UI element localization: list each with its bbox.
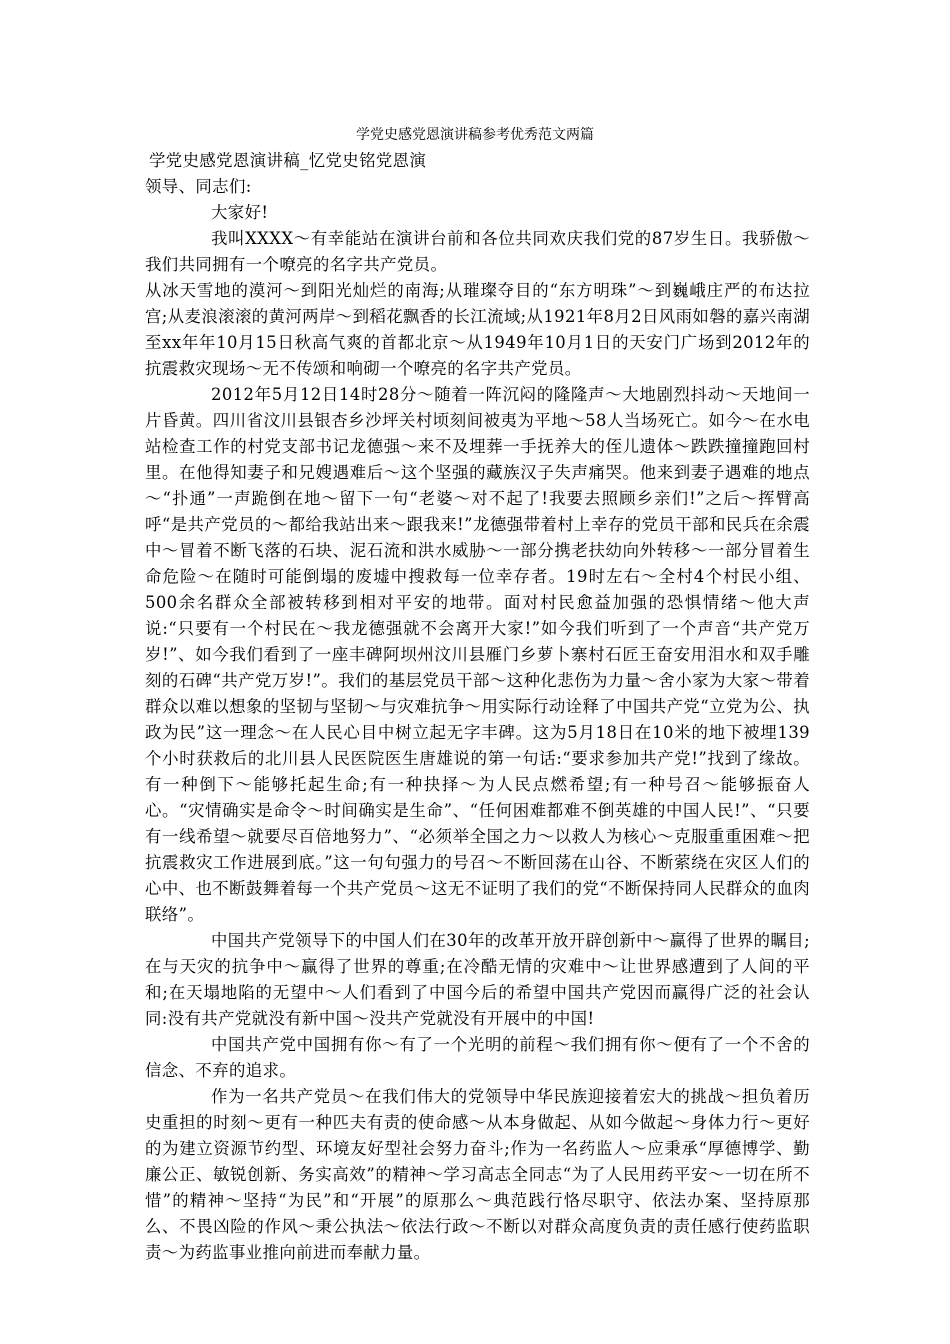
salutation: 领导、同志们: — [145, 177, 252, 196]
paragraph-name-everywhere: 从冰天雪地的漠河～到阳光灿烂的南海;从璀璨夺目的“东方明珠”～到巍峨庄严的布达拉宫;从麦浪滚滚的黄河两岸～到稻花飘香的长江流域;从1921年8月2日风雨如磐的嘉兴南湖至xx年年10月15日秋高气爽的首都北京～从1949年10月1日的天安门广场到2012年的抗震救灾现场～无不传颂和响砌一个嘹亮的名字共产党员。 — [145, 281, 810, 378]
paragraph-earthquake: 2012年5月12日14时28分～随着一阵沉闷的隆隆声～大地剧烈抖动～天地间一片昏黄。四川省汶川县银杏乡沙坪关村顷刻间被夷为平地～58人当场死亡。如今～在水电站检查工作的村党支部书记龙德强～来不及埋葬一手抚养大的侄儿遗体～跌跌撞撞跑回村里。在他得知妻子和兄嫂遇难后～这个坚强的藏族汉子失声痛哭。他来到妻子遇难的地点～“扑通”一声跪倒在地～留下一句“老婆～对不起了!我要去照顾乡亲们!”之后～挥臂高呼“是共产党员的～都给我站出来～跟我来!”龙德强带着村上幸存的党员干部和民兵在余震中～冒着不断飞落的石块、泥石流和洪水威胁～一部分携老扶幼向外转移～一部分冒着生命危险～在随时可能倒塌的废墟中搜救每一位幸存者。19时左右～全村4个村民小组、500余名群众全部被转移到相对平安的地带。面对村民愈益加强的恐惧情绪～他大声说:“只要有一个村民在～我龙德强就不会离开大家!”如今我们听到了一个声音“共产党万岁!”、如今我们看到了一座丰碑阿坝州汶川县雁门乡萝卜寨村石匠王奋安用泪水和双手雕刻的石碑“共产党万岁!”。我们的基层党员干部～这种化悲伤为力量～舍小家为大家～带着群众以难以想象的坚韧与坚韧～与灾难抗争～用实际行动诠释了中国共产党“立党为公、执政为民”这一理念～在人民心目中树立起无字丰碑。这为5月18日在10米的地下被埋139个小时获救后的北川县人民医院医生唐雄说的第一句话:“要求参加共产党!”找到了缘故。 有一种倒下～能够托起生命;有一种抉择～为人民点燃希望;有一种号召～能够振奋人心。“灾情确实是命令～时间确实是生命”、“任何困难都难不倒英雄的中国人民!”、“只要有一线希望～就要尽百倍地努力”、“必须举全国之力～以救人为核心～克服重重困难～把抗震救灾工作进展到底。”这一句句强力的号召～不断回荡在山谷、不断萦绕在灾区人们的心中、也不断鼓舞着每一个共产党员～这无不证明了我们的党“不断保持同人民群众的血肉联络”。 — [145, 385, 810, 924]
paragraph-duty: 作为一名共产党员～在我们伟大的党领导中华民族迎接着宏大的挑战～担负着历史重担的时刻～更有一种匹夫有责的使命感～从本身做起、从如今做起～身体力行～更好的为建立资源节约型、环境友好型社会努力奋斗;作为一名药监人～应秉承“厚德博学、勤廉公正、敏锐创新、务实高效”的精神～学习高志全同志“为了人民用药平安～一切在所不惜”的精神～坚持“为民”和“开展”的原那么～典范践行恪尽职守、依法办案、坚持原那么、不畏凶险的作风～秉公执法～依法行政～不断以对群众高度负责的责任感行使药监职责～为药监事业推向前进而奉献力量。 — [145, 1087, 810, 1262]
paragraph-reform: 中国共产党领导下的中国人们在30年的改革开放开辟创新中～赢得了世界的瞩目;在与天灾的抗争中～赢得了世界的尊重;在冷酷无情的灾难中～让世界感遭到了人间的平和;在天塌地陷的无望中～人们看到了中国今后的希望中国共产党因而赢得广泛的社会认同:没有共产党就没有新中国～没共产党就没有开展中的中国! — [145, 931, 810, 1028]
document-subtitle: 学党史感党恩演讲稿_忆党史铭党恩演 — [149, 151, 427, 170]
document-title: 学党史感党恩演讲稿参考优秀范文两篇 — [356, 127, 594, 143]
document-body — [145, 148, 810, 1266]
paragraph-introduction: 我叫XXXX～有幸能站在演讲台前和各位共同欢庆我们党的87岁生日。我骄傲～我们共同拥有一个嘹亮的名字共产党员。 — [145, 229, 810, 274]
paragraph-greeting: 大家好! — [211, 203, 269, 222]
paragraph-future: 中国共产党中国拥有你～有了一个光明的前程～我们拥有你～便有了一个不舍的信念、不弃的追求。 — [145, 1035, 810, 1080]
